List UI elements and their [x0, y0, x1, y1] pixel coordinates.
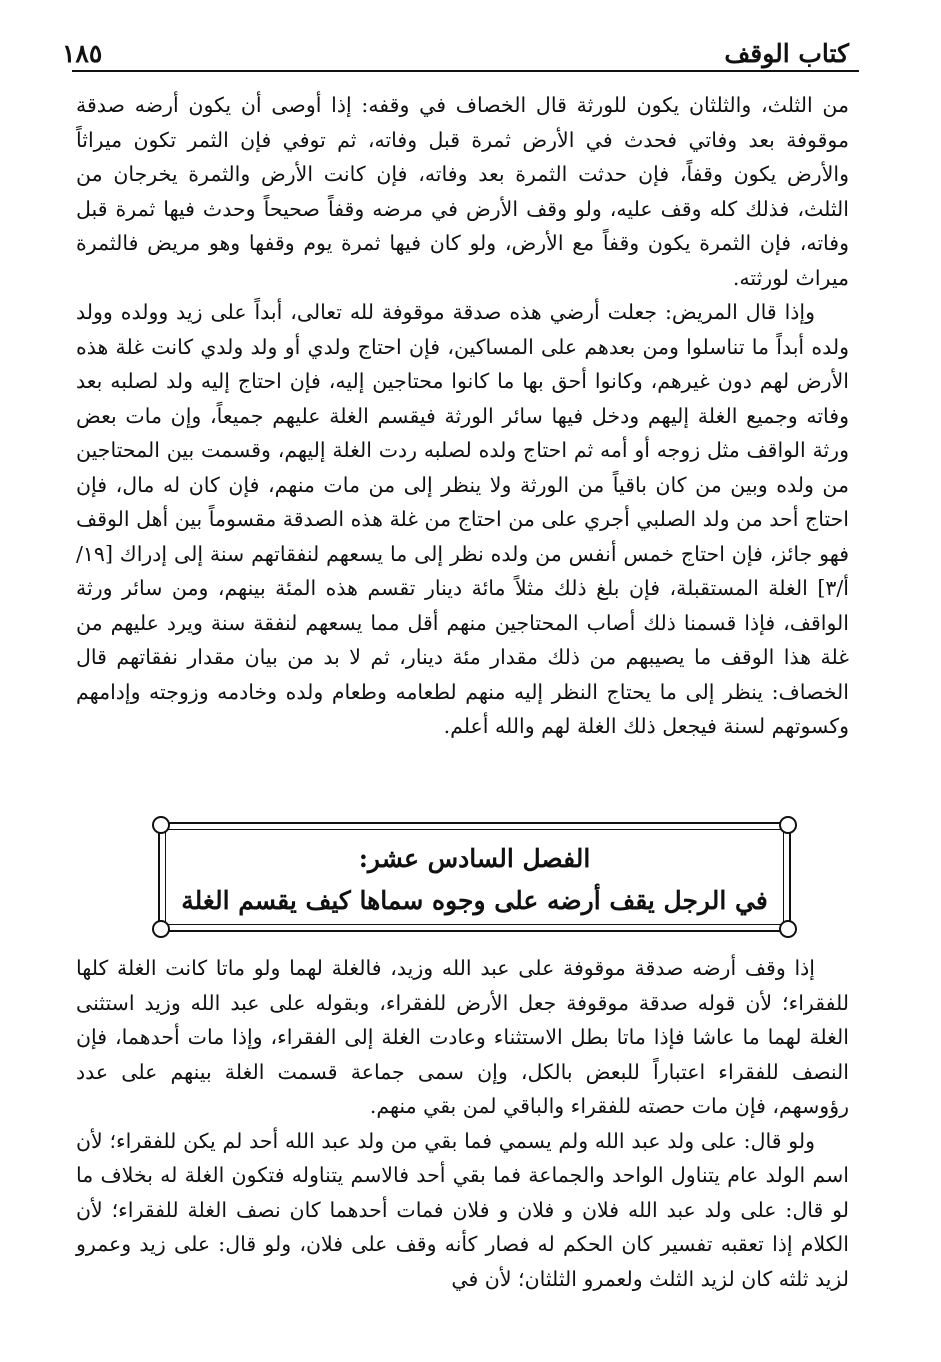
paragraph: إذا وقف أرضه صدقة موقوفة على عبد الله وزيد، فالغلة لهما ولو ماتا كانت الغلة كلها للفقراء؛ لأن قوله صدقة موقوفة جعل الأرض للفقراء، وبقوله على عبد الله وزيد استثنى الغلة لهما ما عاشا فإذا ماتا بطل الاستثناء وعادت الغلة إلى الفقراء، وإذا مات أحدهما، فإن النصف للفقراء اعتباراً للبعض بالكل، وإن سمى جماعة قسمت الغلة بينهم على عدد رؤوسهم، فإن مات حصته للفقراء والباقي لمن بقي منهم. — [76, 956, 849, 1118]
body-text-top — [76, 88, 849, 744]
paragraph: ولو قال: على ولد عبد الله ولم يسمي فما بقي من ولد عبد الله أحد لم يكن للفقراء؛ لأن اسم الولد عام يتناول الواحد والجماعة فما بقي أحد فالاسم يتناوله فتكون الغلة له بخلاف ما لو قال: على ولد عبد الله فلان و فلان و فلان فمات أحدهما كان نصف الغلة للفقراء؛ لأن الكلام إذا تعقبه تفسير كان الحكم له فصار كأنه وقف على فلان، ولو قال: على زيد وعمرو لزيد ثلثه كان لزيد الثلث ولعمرو الثلثان؛ لأن في — [76, 1128, 849, 1291]
header-rule — [72, 70, 859, 72]
frame-ornament — [152, 920, 170, 938]
frame-ornament — [779, 920, 797, 938]
frame-ornament — [779, 816, 797, 834]
page-number: ١٨٥ — [62, 39, 103, 68]
chapter-heading — [172, 838, 777, 922]
chapter-title: في الرجل يقف أرضه على وجوه سماها كيف يقسم الغلة — [181, 886, 768, 915]
paragraph: من الثلث، والثلثان يكون للورثة قال الخصاف في وقفه: إذا أوصى أن يكون أرضه صدقة موقوفة بعد وفاتي فحدث في الأرض ثمرة قبل وفاته، ثم توفي فإن الثمر تكون ميراثاً والأرض يكون وقفاً، فإن حدثت الثمرة بعد وفاته، فإن كانت الأرض والثمرة يخرجان من الثلث، فذلك كله وقف عليه، ولو وقف الأرض في مرضه وقفاً صحيحاً وحدث فيها ثمرة قبل وفاته، فإن الثمرة يكون وقفاً مع الأرض، ولو كان فيها ثمرة يوم وقفها وهو مريض فالثمرة ميراث لورثته. — [76, 93, 849, 290]
running-title: كتاب الوقف — [724, 39, 849, 68]
paragraph: وإذا قال المريض: جعلت أرضي هذه صدقة موقوفة لله تعالى، أبداً على زيد وولده وولد ولده أبداً ما تناسلوا ومن بعدهم على المساكين، فإن احتاج ولدي أو ولد ولدي كانت غلة هذه الأرض لهم دون غيرهم، وكانوا أحق بها ما كانوا محتاجين إليه، فإن احتاج إليه ولد لصلبه بعد وفاته وجميع الغلة إليهم ودخل فيها سائر الورثة فيقسم الغلة عليهم جميعاً، وإن مات بعض ورثة الواقف مثل زوجه أو أمه ثم احتاج ولده لصلبه ردت الغلة إليهم، وقسمت بين المحتاجين من ولده وبين من كان باقياً من الورثة ولا ينظر إلى من مات منهم، فإن كان له مال، فإن احتاج أحد من ولد الصلبي أجري على من احتاج من غلة هذه الصدقة مقسوماً بين أهل الوقف فهو جائز، فإن احتاج خمس أنفس من ولده نظر إلى ما يسعهم لنفقاتهم سنة إلى إدراك [١٩/أ/٣] الغلة المستقبلة، فإن بلغ ذلك مثلاً مائة دينار تقسم هذه المئة بينهم، ومن سائر ورثة الواقف، فإذا قسمنا ذلك أصاب المحتاجين منهم أقل مما يسعهم لنفقة سنة ويرد عليهم من غلة هذا الوقف ما يصيبهم من ذلك مقدار مئة دينار، ثم لا بد من بيان مقدار نفقاتهم قال الخصاف: ينظر إلى ما يحتاج النظر إليه منهم لطعامه وطعام ولده وخادمه وزوجته وإدامهم وكسوتهم لسنة فيجعل ذلك الغلة لهم والله أعلم. — [76, 300, 849, 738]
page-header — [62, 22, 849, 66]
chapter-heading-frame — [158, 822, 791, 932]
frame-ornament — [152, 816, 170, 834]
body-text-bottom — [76, 951, 849, 1296]
chapter-number: الفصل السادس عشر: — [358, 844, 591, 873]
